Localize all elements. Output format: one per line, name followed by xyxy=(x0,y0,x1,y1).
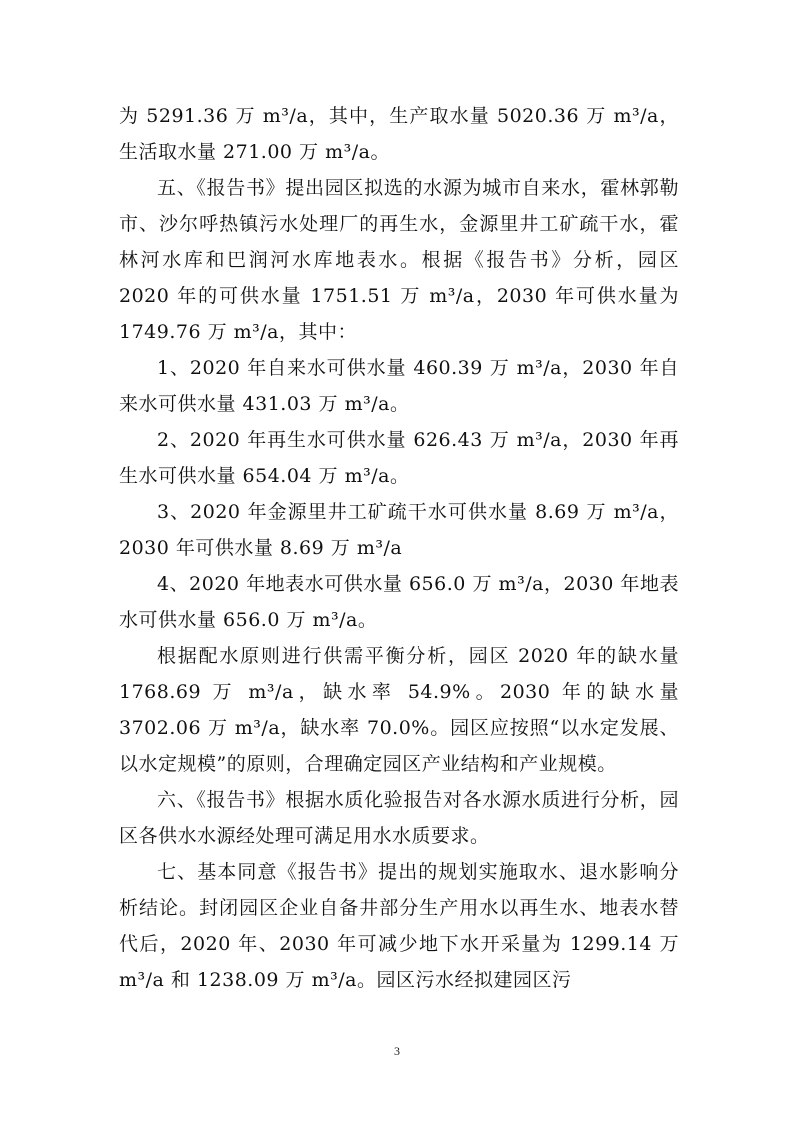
paragraph-5: 3、2020 年金源里井工矿疏干水可供水量 8.69 万 m³/a，2030 年可供水量 8.69 万 m³/a xyxy=(119,501,679,559)
paragraph-8: 六、《报告书》根据水质化验报告对各水源水质进行分析，园区各供水水源经处理可满足用水水质要求。 xyxy=(119,789,679,847)
body-text xyxy=(119,98,679,998)
paragraph-1: 为 5291.36 万 m³/a，其中，生产取水量 5020.36 万 m³/a，生活取水量 271.00 万 m³/a。 xyxy=(119,105,679,163)
paragraph-2: 五、《报告书》提出园区拟选的水源为城市自来水，霍林郭勒市、沙尔呼热镇污水处理厂的再生水，金源里井工矿疏干水，霍林河水库和巴润河水库地表水。根据《报告书》分析，园区 2020 年的可供水量 1751.51 万 m³/a，2030 年可供水量为 1749.76 万 m³/a，其中： xyxy=(119,177,679,343)
page-number: 3 xyxy=(394,1044,400,1058)
paragraph-4: 2、2020 年再生水可供水量 626.43 万 m³/a，2030 年再生水可供水量 654.04 万 m³/a。 xyxy=(119,429,679,487)
paragraph-7: 根据配水原则进行供需平衡分析，园区 2020 年的缺水量 1768.69 万 m³/a，缺水率 54.9%。2030 年的缺水量 3702.06 万 m³/a，缺水率 70.0%。园区应按照“以水定发展、以水定规模”的原则，合理确定园区产业结构和产业规模。 xyxy=(119,645,679,775)
paragraph-3: 1、2020 年自来水可供水量 460.39 万 m³/a，2030 年自来水可供水量 431.03 万 m³/a。 xyxy=(119,357,679,415)
paragraph-6: 4、2020 年地表水可供水量 656.0 万 m³/a，2030 年地表水可供水量 656.0 万 m³/a。 xyxy=(119,573,679,631)
paragraph-9: 七、基本同意《报告书》提出的规划实施取水、退水影响分析结论。封闭园区企业自备井部分生产用水以再生水、地表水替代后，2020 年、2030 年可减少地下水开采量为 1299.14 万 m³/a 和 1238.09 万 m³/a。园区污水经拟建园区污 xyxy=(119,861,679,991)
